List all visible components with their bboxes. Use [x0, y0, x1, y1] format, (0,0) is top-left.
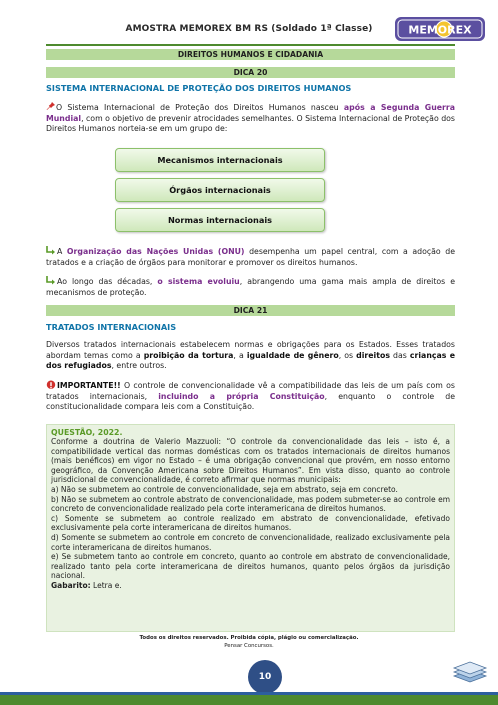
dica-20-band: DICA 20 — [46, 67, 455, 78]
logo-text: MEMOREX — [408, 23, 472, 37]
dica-21-paragraph-1 — [46, 340, 455, 372]
books-icon — [450, 660, 490, 686]
important-label: IMPORTANTE!! — [57, 381, 121, 390]
gabarito — [51, 581, 450, 591]
box-normas: Normas internacionais — [115, 208, 325, 232]
text-run: , com o objetivo de prevenir atrocidades semelhantes. O Sistema Internacional de Proteção dos Direitos Humanos norteia-se em um grupo de: — [46, 113, 455, 134]
option-e: e) Se submetem tanto ao controle em concreto, quanto ao controle em abstrato de convencionalidade, realizado tanto pela corte interamericana de direitos humanos, quanto pelos órgãos da jurisdição nacional. — [51, 552, 450, 581]
text-run: O controle de convencionalidade vê a compatibilidade das leis de um país com os tratados internacionais, — [46, 381, 455, 401]
text-run: A — [57, 247, 67, 256]
text-run: , abrangendo uma gama mais ampla de direitos e mecanismos de proteção. — [46, 277, 455, 297]
text-run: , os — [338, 350, 357, 360]
document-header-title: AMOSTRA MEMOREX BM RS (Soldado 1ª Classe) — [125, 24, 373, 34]
text-run: Diversos tratados internacionais estabelecem normas e obrigações para os Estados. Esses tratados abordam temas como a — [46, 340, 455, 360]
footer-bar — [0, 695, 498, 705]
text-run: das — [389, 350, 410, 360]
text-run: , enquanto o controle de constitucionalidade compara leis com a Constituição. — [46, 391, 455, 412]
option-c: c) Somente se submetem ao controle realizado em abstrato de convencionalidade, efetivado exclusivamente pela corte interamericana de direitos humanos. — [51, 513, 450, 533]
highlight-onu: Organização das Nações Unidas (ONU) — [66, 247, 245, 256]
text-run: Ao longo das décadas, — [57, 277, 158, 286]
return-arrow-icon — [46, 246, 56, 255]
text-run: , entre outros. — [111, 361, 167, 371]
dica-20-paragraph-2 — [46, 246, 455, 268]
gabarito-value: Letra e. — [90, 580, 122, 590]
text-run: , a — [233, 350, 247, 360]
box-orgaos: Órgãos internacionais — [115, 178, 325, 202]
header-divider — [46, 44, 455, 46]
question-box — [46, 424, 455, 632]
question-stem: Conforme a doutrina de Valerio Mazzuoli: “O controle da convencionalidade das leis – isto é, a compatibilidade vertical das normas domésticas com os tratados internacionais de direitos humanos (mais benéficos) em vigor no Estado – é uma obrigação convencional que provém, em nosso entorno geográfico, da Convenção Americana sobre Direitos Humanos”. Em vista disso, quanto ao controle jurisdicional de convencionalidade, é correto afirmar que normas municipais: — [51, 437, 450, 485]
footer-rights: Todos os direitos reservados. Proibida cópia, plágio ou comercialização. — [139, 635, 359, 641]
pin-icon — [46, 101, 56, 111]
bold-proibicao-tortura: proibição da tortura — [143, 350, 234, 360]
warning-icon — [46, 380, 56, 390]
footer-brand: Pensar Concursos. — [224, 643, 274, 649]
dica-21-band: DICA 21 — [46, 305, 455, 316]
text-run: desempenha um papel central, com a adoção de tratados e a criação de órgãos para monitorar e promover os direitos humanos. — [46, 247, 456, 267]
highlight-segunda-guerra: após a Segunda Guerra Mundial — [46, 103, 455, 123]
memorex-logo — [394, 14, 486, 44]
dica-20-title: SISTEMA INTERNACIONAL DE PROTEÇÃO DOS DIREITOS HUMANOS — [46, 83, 352, 93]
bold-igualdade-genero: igualdade de gênero — [246, 350, 339, 360]
dica-20-paragraph-3 — [46, 276, 455, 298]
page-number: 10 — [248, 660, 282, 694]
text-run: O Sistema Internacional de Proteção dos Direitos Humanos nasceu — [56, 103, 344, 112]
subject-band: DIREITOS HUMANOS E CIDADANIA — [46, 49, 455, 60]
option-b: b) Não se submetem ao controle abstrato de convencionalidade, mas podem submeter-se ao controle em concreto de convencionalidade realizado pela corte interamericana de direitos humanos. — [51, 494, 450, 514]
question-title: QUESTÃO, 2022. — [51, 428, 123, 437]
gabarito-label: Gabarito: — [51, 580, 91, 590]
important-note — [46, 380, 455, 413]
dica-20-paragraph-1 — [46, 101, 455, 135]
option-a: a) Não se submetem ao controle de convencionalidade, seja em abstrato, seja em concreto. — [51, 484, 398, 494]
dica-21-title: TRATADOS INTERNACIONAIS — [46, 322, 177, 332]
option-d: d) Somente se submetem ao controle em concreto de convencionalidade, realizado exclusivamente pela corte interamericana de direitos humanos. — [51, 532, 450, 552]
highlight-constituicao: incluindo a própria Constituição — [158, 391, 325, 401]
return-arrow-icon — [46, 276, 56, 285]
bold-criancas-refugiados: crianças e dos refugiados — [46, 350, 455, 371]
highlight-sistema-evoluiu: o sistema evoluiu — [157, 277, 240, 286]
bold-direitos: direitos — [356, 350, 390, 360]
box-mecanismos: Mecanismos internacionais — [115, 148, 325, 172]
